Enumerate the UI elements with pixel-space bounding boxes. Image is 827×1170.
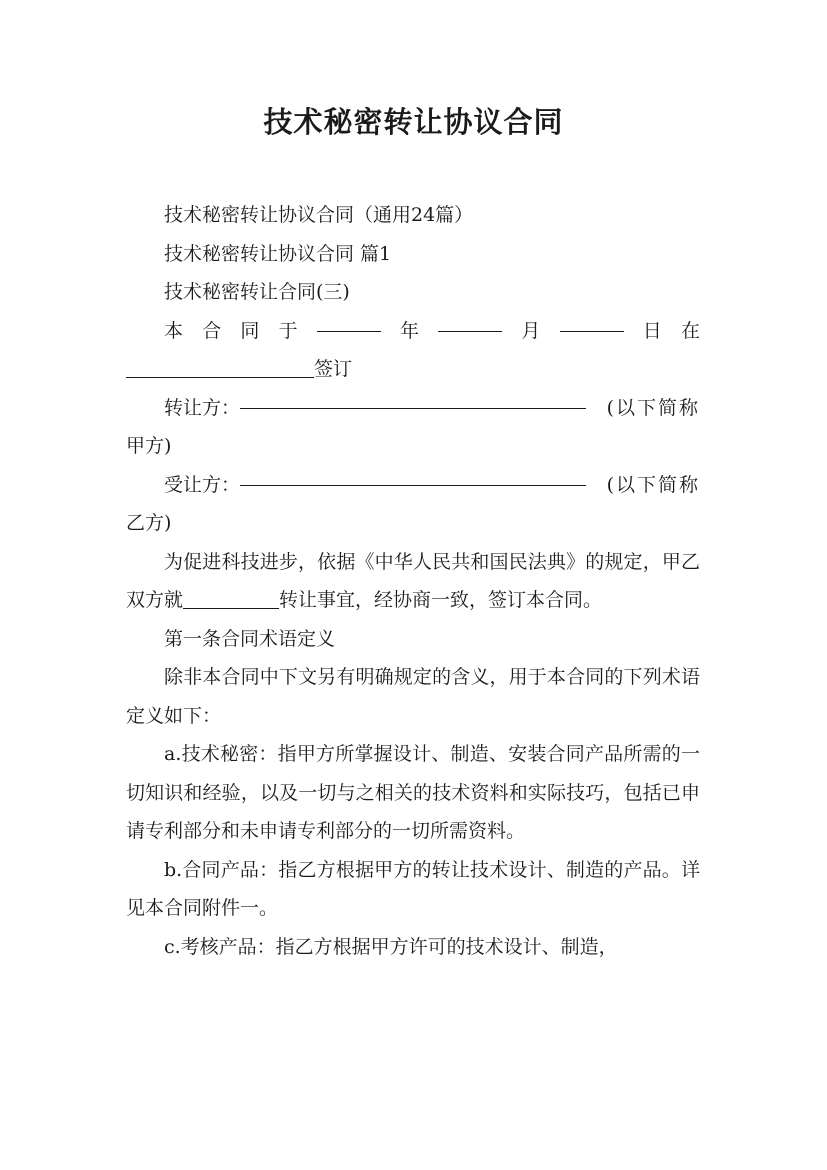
definition-b: b.合同产品：指乙方根据甲方的转让技术设计、制造的产品。详见本合同附件一。 bbox=[126, 858, 700, 919]
party-b-blank bbox=[240, 466, 586, 486]
definition-c: c.考核产品：指乙方根据甲方许可的技术设计、制造， bbox=[164, 935, 618, 958]
party-b-cont: 乙方) bbox=[126, 512, 172, 534]
subject-blank bbox=[183, 589, 279, 609]
signing-place-line bbox=[126, 350, 700, 389]
purpose-paragraph bbox=[126, 543, 700, 620]
article-1-title: 第一条合同术语定义 bbox=[164, 627, 336, 650]
sign-char: 在 bbox=[680, 319, 700, 342]
month-blank bbox=[438, 312, 502, 332]
document-body bbox=[126, 196, 700, 966]
party-b-label: 受让方： bbox=[164, 473, 241, 496]
party-a-label: 转让方： bbox=[164, 396, 241, 419]
signing-date-line bbox=[126, 312, 700, 351]
party-b-suffix: (以下简称 bbox=[606, 473, 700, 496]
party-a-blank bbox=[240, 389, 586, 409]
document-title: 技术秘密转让协议合同 bbox=[263, 105, 564, 139]
party-a-cont: 甲方) bbox=[126, 435, 172, 457]
line-heading-contract: 技术秘密转让合同(三) bbox=[164, 281, 350, 303]
place-blank bbox=[126, 358, 314, 378]
sign-char: 同 bbox=[240, 319, 260, 342]
sign-char: 于 bbox=[278, 319, 298, 342]
party-a-line bbox=[126, 389, 700, 428]
sign-char: 月 bbox=[521, 319, 541, 342]
sign-char: 合 bbox=[202, 319, 222, 342]
sign-char: 本 bbox=[164, 319, 184, 342]
definition-a: a.技术秘密：指甲方所掌握设计、制造、安装合同产品所需的一切知识和经验，以及一切与之相关的技术资料和实际技巧，包括已申请专利部分和未申请专利部分的一切所需资料。 bbox=[126, 743, 700, 842]
line-heading-part: 技术秘密转让协议合同 篇1 bbox=[164, 242, 392, 265]
party-a-suffix: (以下简称 bbox=[606, 396, 700, 419]
day-blank bbox=[560, 312, 624, 332]
sign-char: 年 bbox=[400, 319, 420, 342]
article-1-body: 除非本合同中下文另有明确规定的含义，用于本合同的下列术语定义如下： bbox=[126, 666, 700, 727]
purpose-text-b: 转让事宜，经协商一致，签订本合同。 bbox=[279, 589, 603, 611]
party-b-line bbox=[126, 466, 700, 505]
purpose-text-a: 为促进科技进步，依据《中华人民共和国民法典》的规定，甲乙双方就 bbox=[126, 550, 700, 611]
year-blank bbox=[317, 312, 381, 332]
sign-char: 日 bbox=[642, 319, 662, 342]
line-heading-collection: 技术秘密转让协议合同（通用24篇） bbox=[164, 204, 474, 226]
sign-end: 签订 bbox=[314, 358, 353, 380]
